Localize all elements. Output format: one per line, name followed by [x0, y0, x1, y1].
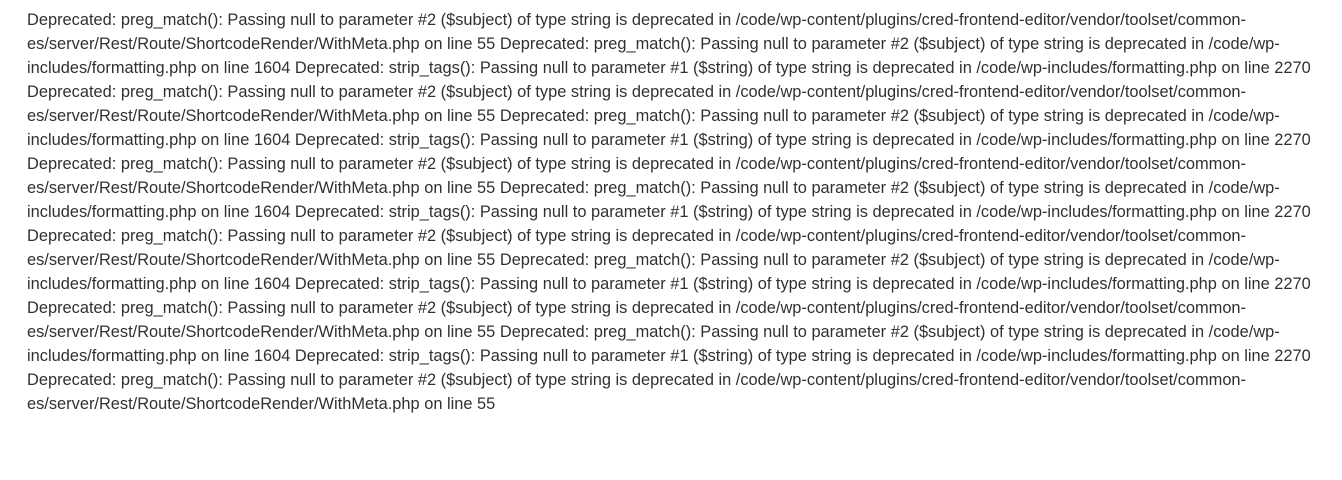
deprecation-message: Deprecated: preg_match(): Passing null to parameter #2 ($subject) of type string is deprecated in /code/wp-content/plugins/cred-frontend-editor/vendor/toolset/common-es/server/Rest/Route/ShortcodeRender/WithMeta.php on line 55 — [27, 227, 1247, 269]
deprecation-message: Deprecated: preg_match(): Passing null to parameter #2 ($subject) of type string is deprecated in /code/wp-content/plugins/cred-frontend-editor/vendor/toolset/common-es/server/Rest/Route/ShortcodeRender/WithMeta.php on line 55 — [27, 371, 1247, 413]
deprecation-message: Deprecated: preg_match(): Passing null to parameter #2 ($subject) of type string is deprecated in /code/wp-content/plugins/cred-frontend-editor/vendor/toolset/common-es/server/Rest/Route/ShortcodeRender/WithMeta.php on line 55 — [27, 83, 1247, 125]
deprecation-message: Deprecated: preg_match(): Passing null to parameter #2 ($subject) of type string is deprecated in /code/wp-content/plugins/cred-frontend-editor/vendor/toolset/common-es/server/Rest/Route/ShortcodeRender/WithMeta.php on line 55 — [27, 155, 1247, 197]
deprecation-message: Deprecated: preg_match(): Passing null to parameter #2 ($subject) of type string is deprecated in /code/wp-includes/formatting.php on line 1604 — [27, 179, 1280, 221]
deprecation-message: Deprecated: preg_match(): Passing null to parameter #2 ($subject) of type string is deprecated in /code/wp-content/plugins/cred-frontend-editor/vendor/toolset/common-es/server/Rest/Route/ShortcodeRender/WithMeta.php on line 55 — [27, 11, 1247, 53]
deprecation-message: Deprecated: preg_match(): Passing null to parameter #2 ($subject) of type string is deprecated in /code/wp-includes/formatting.php on line 1604 — [27, 107, 1280, 149]
deprecation-message: Deprecated: strip_tags(): Passing null to parameter #1 ($string) of type string is deprecated in /code/wp-includes/formatting.php on line 2270 — [294, 347, 1311, 365]
deprecation-message: Deprecated: preg_match(): Passing null to parameter #2 ($subject) of type string is deprecated in /code/wp-includes/formatting.php on line 1604 — [27, 251, 1280, 293]
deprecation-message: Deprecated: preg_match(): Passing null to parameter #2 ($subject) of type string is deprecated in /code/wp-content/plugins/cred-frontend-editor/vendor/toolset/common-es/server/Rest/Route/ShortcodeRender/WithMeta.php on line 55 — [27, 299, 1247, 341]
deprecation-message: Deprecated: preg_match(): Passing null to parameter #2 ($subject) of type string is deprecated in /code/wp-includes/formatting.php on line 1604 — [27, 35, 1280, 77]
deprecation-message: Deprecated: preg_match(): Passing null to parameter #2 ($subject) of type string is deprecated in /code/wp-includes/formatting.php on line 1604 — [27, 323, 1280, 365]
deprecation-message: Deprecated: strip_tags(): Passing null to parameter #1 ($string) of type string is deprecated in /code/wp-includes/formatting.php on line 2270 — [294, 275, 1311, 293]
deprecation-message: Deprecated: strip_tags(): Passing null to parameter #1 ($string) of type string is deprecated in /code/wp-includes/formatting.php on line 2270 — [294, 59, 1311, 77]
deprecation-log — [27, 8, 1323, 416]
deprecation-message: Deprecated: strip_tags(): Passing null to parameter #1 ($string) of type string is deprecated in /code/wp-includes/formatting.php on line 2270 — [294, 203, 1311, 221]
deprecation-message: Deprecated: strip_tags(): Passing null to parameter #1 ($string) of type string is deprecated in /code/wp-includes/formatting.php on line 2270 — [294, 131, 1311, 149]
